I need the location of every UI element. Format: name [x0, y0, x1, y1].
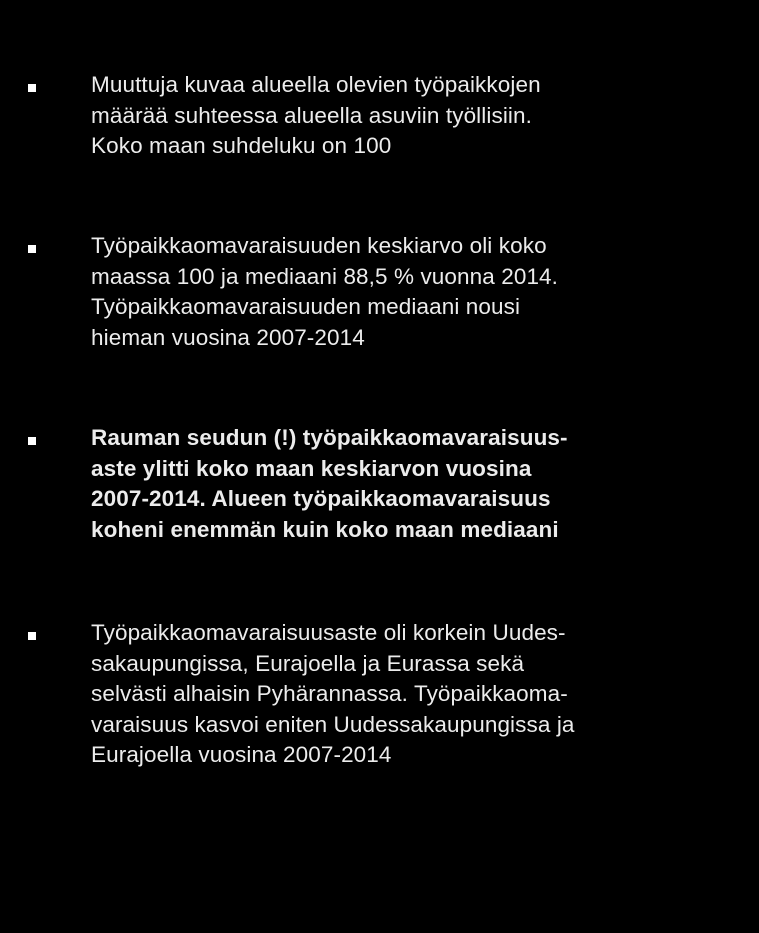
bullet-line: Rauman seudun (!) työpaikkaomavaraisuus-	[91, 425, 568, 450]
bullet-line: Työpaikkaomavaraisuuden keskiarvo oli koko	[91, 233, 547, 258]
bullet-line: Koko maan suhdeluku on 100	[91, 133, 392, 158]
bullet-line: Muuttuja kuvaa alueella olevien työpaikkojen	[91, 72, 541, 97]
bullet-line: koheni enemmän kuin koko maan mediaani	[91, 516, 559, 542]
bullet-line: 2007-2014. Alueen työpaikkaomavaraisuus	[91, 486, 551, 511]
square-bullet-icon	[28, 632, 36, 640]
bullet-text-3	[91, 423, 741, 545]
bullet-line: maassa 100 ja mediaani 88,5 % vuonna 2014.	[91, 263, 559, 289]
bullet-line: Eurajoella vuosina 2007-2014	[91, 742, 392, 767]
square-bullet-icon	[28, 245, 36, 253]
bullet-text-4	[91, 618, 741, 771]
bullet-line: määrää suhteessa alueella asuviin työllisiin.	[91, 102, 532, 128]
bullet-text-2	[91, 231, 741, 353]
square-bullet-icon	[28, 437, 36, 445]
bullet-line: Työpaikkaomavaraisuuden mediaani nousi	[91, 294, 521, 319]
bullet-line: aste ylitti koko maan keskiarvon vuosina	[91, 455, 532, 481]
bullet-line: Työpaikkaomavaraisuusaste oli korkein Uudes-	[91, 620, 566, 645]
bullet-line: varaisuus kasvoi eniten Uudessakaupungissa ja	[91, 711, 575, 737]
bullet-line: sakaupungissa, Eurajoella ja Eurassa sekä	[91, 650, 525, 676]
bullet-line: selvästi alhaisin Pyhärannassa. Työpaikkaoma-	[91, 681, 568, 706]
bullet-text-1	[91, 70, 741, 162]
bullet-line: hieman vuosina 2007-2014	[91, 324, 365, 350]
square-bullet-icon	[28, 84, 36, 92]
